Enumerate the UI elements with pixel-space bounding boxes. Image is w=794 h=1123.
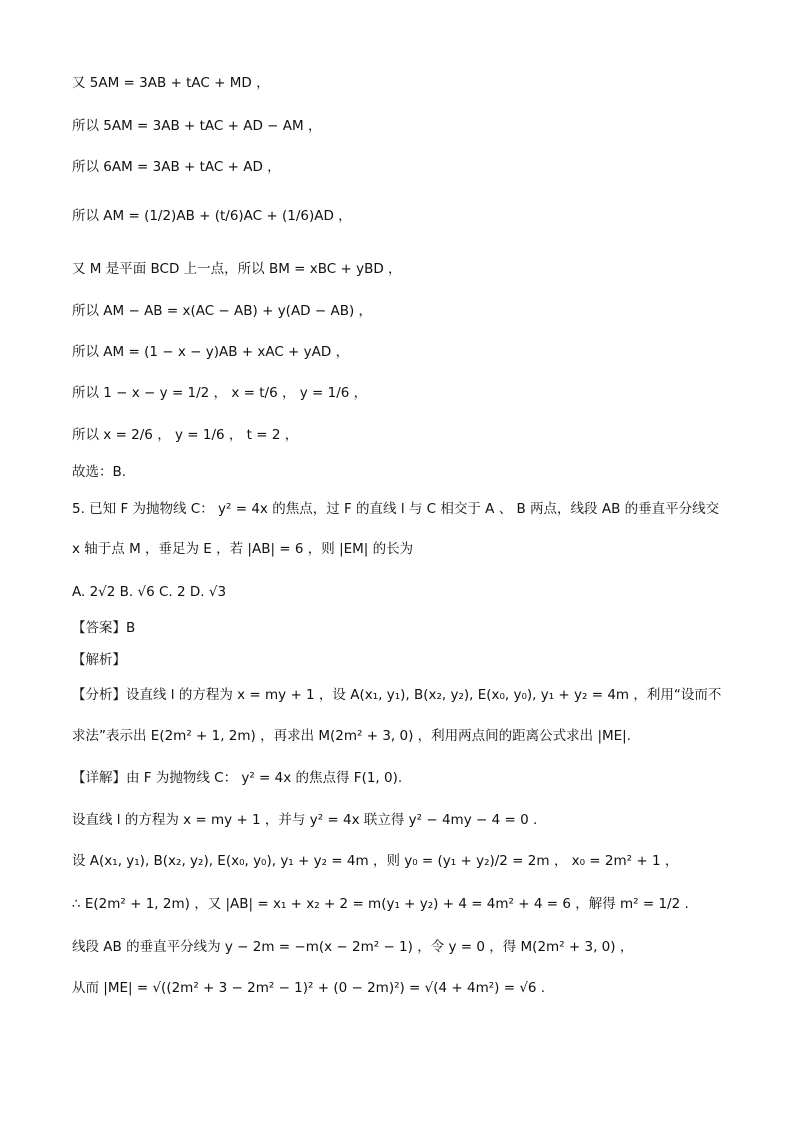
text-line: ∴ E(2m² + 1, 2m) ，又 |AB| = x₁ + x₂ + 2 = m(y₁ + y₂) + 4 = 4m² + 4 = 6 ，解得 m² = 1/2 . [72, 896, 689, 912]
text-line: 所以 1 − x − y = 1/2 ， x = t/6 ， y = 1/6 ， [72, 385, 368, 401]
text-line: 设直线 l 的方程为 x = my + 1 ，并与 y² = 4x 联立得 y² − 4my − 4 = 0 . [72, 812, 538, 828]
text-line: 所以 AM = (1 − x − y)AB + xAC + yAD ， [72, 344, 350, 360]
text-line: 从而 |ME| = √((2m² + 3 − 2m² − 1)² + (0 − 2m)²) = √(4 + 4m²) = √6 . [72, 980, 546, 996]
text-line: 所以 AM = (1/2)AB + (t/6)AC + (1/6)AD ， [72, 208, 352, 224]
text-line: 求法”表示出 E(2m² + 1, 2m) ，再求出 M(2m² + 3, 0) ，利用两点间的距离公式求出 |ME|. [72, 728, 632, 744]
text-line: 又 M 是平面 BCD 上一点，所以 BM = xBC + yBD ， [72, 261, 402, 277]
text-line: 所以 6AM = 3AB + tAC + AD ， [72, 159, 281, 175]
text-line: 设 A(x₁, y₁), B(x₂, y₂), E(x₀, y₀), y₁ + y₂ = 4m ，则 y₀ = (y₁ + y₂)/2 = 2m ， x₀ = 2m² + 1 ， [72, 853, 679, 869]
text-line: 所以 AM − AB = x(AC − AB) + y(AD − AB) ， [72, 303, 373, 319]
text-line: 所以 5AM = 3AB + tAC + AD − AM ， [72, 118, 322, 134]
answer-label: 【答案】B [72, 620, 136, 636]
analysis-label: 【解析】 [72, 652, 126, 668]
text-line: 【详解】由 F 为抛物线 C： y² = 4x 的焦点得 F(1, 0). [72, 770, 403, 786]
question-stem: 5. 已知 F 为抛物线 C： y² = 4x 的焦点，过 F 的直线 l 与 C 相交于 A 、 B 两点，线段 AB 的垂直平分线交 [72, 501, 720, 517]
text-line: 故选：B. [72, 464, 127, 480]
text-line: 线段 AB 的垂直平分线为 y − 2m = −m(x − 2m² − 1) ，令 y = 0 ，得 M(2m² + 3, 0) ， [72, 939, 634, 955]
text-line: 又 5AM = 3AB + tAC + MD ， [72, 75, 270, 91]
text-line: 所以 x = 2/6 ， y = 1/6 ， t = 2 ， [72, 427, 299, 443]
question-stem: x 轴于点 M ，垂足为 E ，若 |AB| = 6 ，则 |EM| 的长为 [72, 541, 414, 557]
text-line: 【分析】设直线 l 的方程为 x = my + 1 ，设 A(x₁, y₁), B(x₂, y₂), E(x₀, y₀), y₁ + y₂ = 4m ，利用“设而不 [72, 687, 722, 703]
answer-options: A. 2√2 B. √6 C. 2 D. √3 [72, 584, 227, 600]
